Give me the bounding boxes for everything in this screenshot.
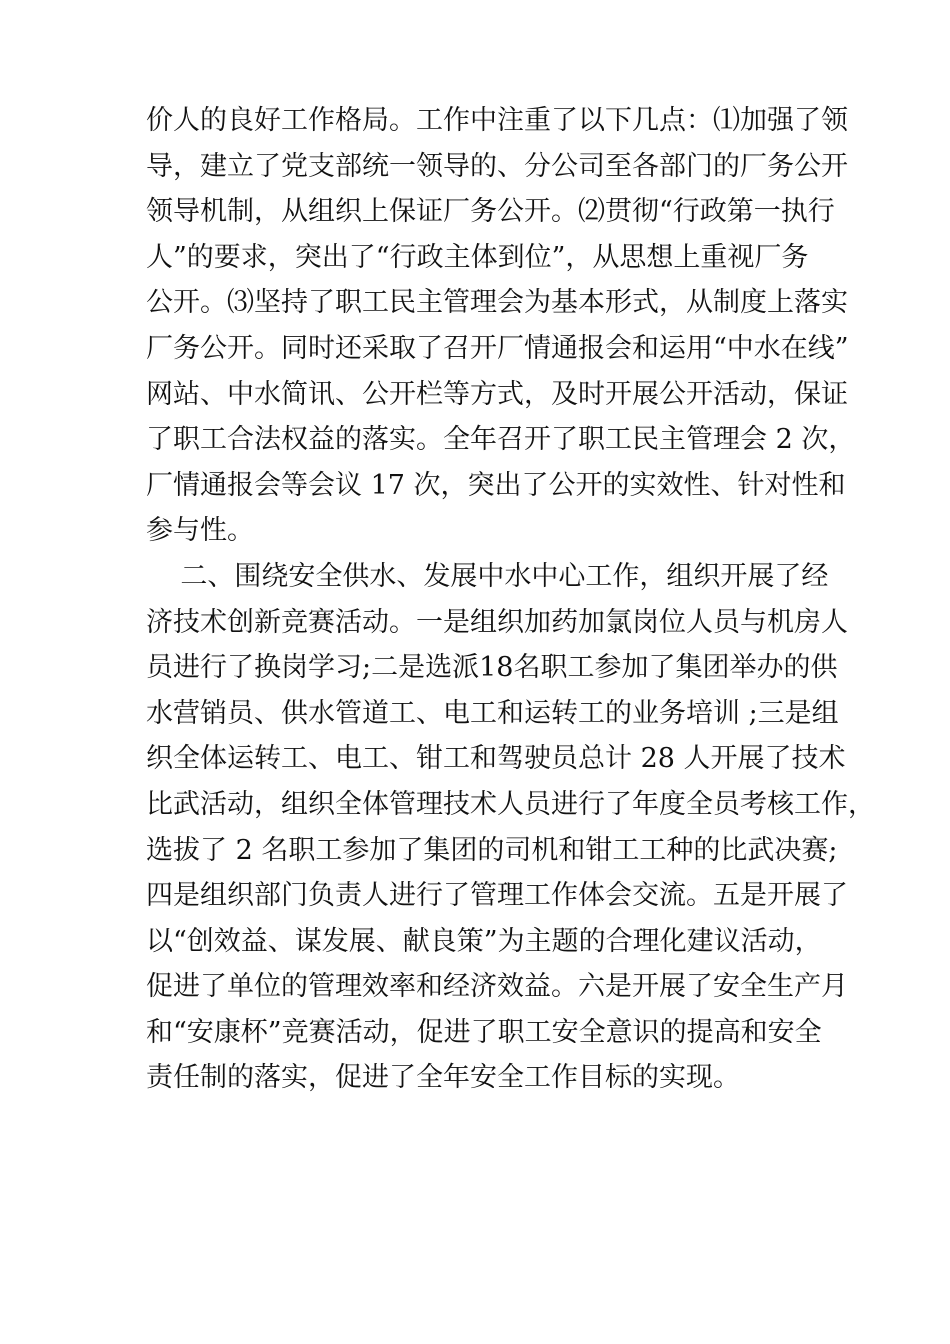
- text-line: 领导机制，从组织上保证厂务公开。⑵贯彻“行政第一执行: [146, 196, 835, 228]
- text-line: 价人的良好工作格局。工作中注重了以下几点：⑴加强了领: [146, 105, 848, 136]
- text-line: 导，建立了党支部统一领导的、分公司至各部门的厂务公开: [146, 150, 848, 182]
- text-line: 厂务公开。同时还采取了召开厂情通报会和运用“中水在线”: [146, 332, 849, 364]
- text-line: 了职工合法权益的落实。全年召开了职工民主管理会 2 次，: [146, 424, 856, 456]
- text-line: 济技术创新竞赛活动。一是组织加药加氯岗位人员与机房人: [146, 606, 848, 638]
- text-line: 以“创效益、谋发展、献良策”为主题的合理化建议活动，: [146, 925, 822, 957]
- text-line: 责任制的落实，促进了全年安全工作目标的实现。: [146, 1062, 740, 1094]
- text-line: 选拔了 2 名职工参加了集团的司机和钳工工种的比武决赛;: [146, 834, 838, 866]
- body-text: [146, 98, 875, 1101]
- text-line: 促进了单位的管理效率和经济效益。六是开展了安全生产月: [146, 971, 848, 1003]
- text-line: 网站、中水简讯、公开栏等方式，及时开展公开活动，保证: [146, 378, 848, 410]
- text-line: 二、围绕安全供水、发展中水中心工作，组织开展了经: [146, 560, 829, 592]
- text-line: 比武活动，组织全体管理技术人员进行了年度全员考核工作，: [146, 788, 875, 820]
- text-line: 四是组织部门负责人进行了管理工作体会交流。五是开展了: [146, 880, 848, 912]
- text-line: 公开。⑶坚持了职工民主管理会为基本形式，从制度上落实: [146, 287, 848, 319]
- text-line: 厂情通报会等会议 17 次，突出了公开的实效性、针对性和: [146, 469, 846, 501]
- text-line: 人”的要求，突出了“行政主体到位”，从思想上重视厂务: [146, 241, 809, 273]
- text-line: 参与性。: [146, 515, 254, 547]
- text-line: 织全体运转工、电工、钳工和驾驶员总计 28 人开展了技术: [146, 743, 846, 775]
- text-line: 水营销员、供水管道工、电工和运转工的业务培训 ;三是组: [146, 697, 839, 729]
- text-line: 员进行了换岗学习;二是选派18名职工参加了集团举办的供: [146, 652, 838, 684]
- text-line: 和“安康杯”竞赛活动，促进了职工安全意识的提高和安全: [146, 1016, 822, 1048]
